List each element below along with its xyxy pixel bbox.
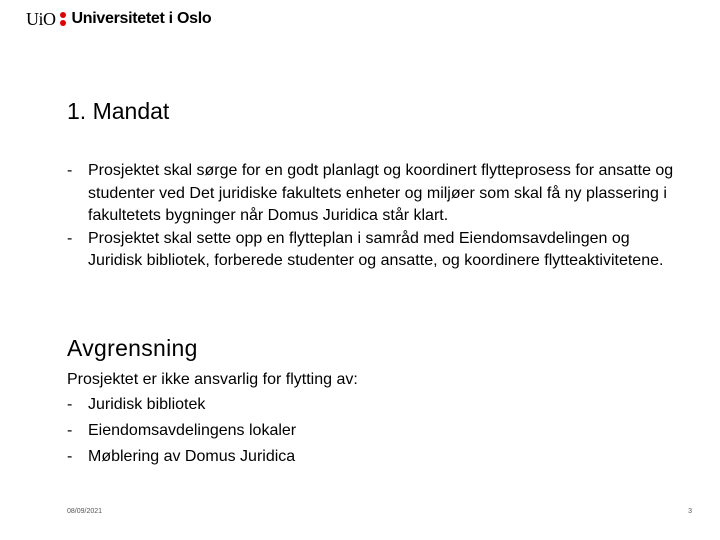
section-title-avgrensning: Avgrensning [67, 335, 198, 361]
page-number: 3 [688, 508, 692, 515]
mandat-list [67, 160, 687, 273]
logo-uio-text: UiO [26, 8, 56, 29]
logo-university-name: Universitetet i Oslo [71, 10, 212, 27]
uio-logo [26, 8, 211, 30]
logo-dots-icon [60, 12, 66, 26]
list-item: - Prosjektet skal sørge for en godt planlagt og koordinert flytteprosess for ansatte og studenter ved Det juridiske fakultets enheter og miljøer som skal få ny plassering i fakultetets bygninger når Domus Juridica står klart. [67, 160, 687, 228]
avgrensning-intro: Prosjektet er ikke ansvarlig for flytting av: [67, 371, 358, 388]
list-item: - Eiendomsavdelingens lokaler [67, 418, 296, 444]
list-item: - Juridisk bibliotek [67, 392, 296, 418]
section-title-mandat: 1. Mandat [67, 98, 170, 124]
list-item: - Prosjektet skal sette opp en flytteplan i samråd med Eiendomsavdelingen og Juridisk bibliotek, forberede studenter og ansatte, og koordinere flytteaktivitetene. [67, 228, 687, 273]
list-item: - Møblering av Domus Juridica [67, 444, 296, 470]
footer-date: 08/09/2021 [67, 508, 103, 515]
avgrensning-list [67, 392, 296, 470]
